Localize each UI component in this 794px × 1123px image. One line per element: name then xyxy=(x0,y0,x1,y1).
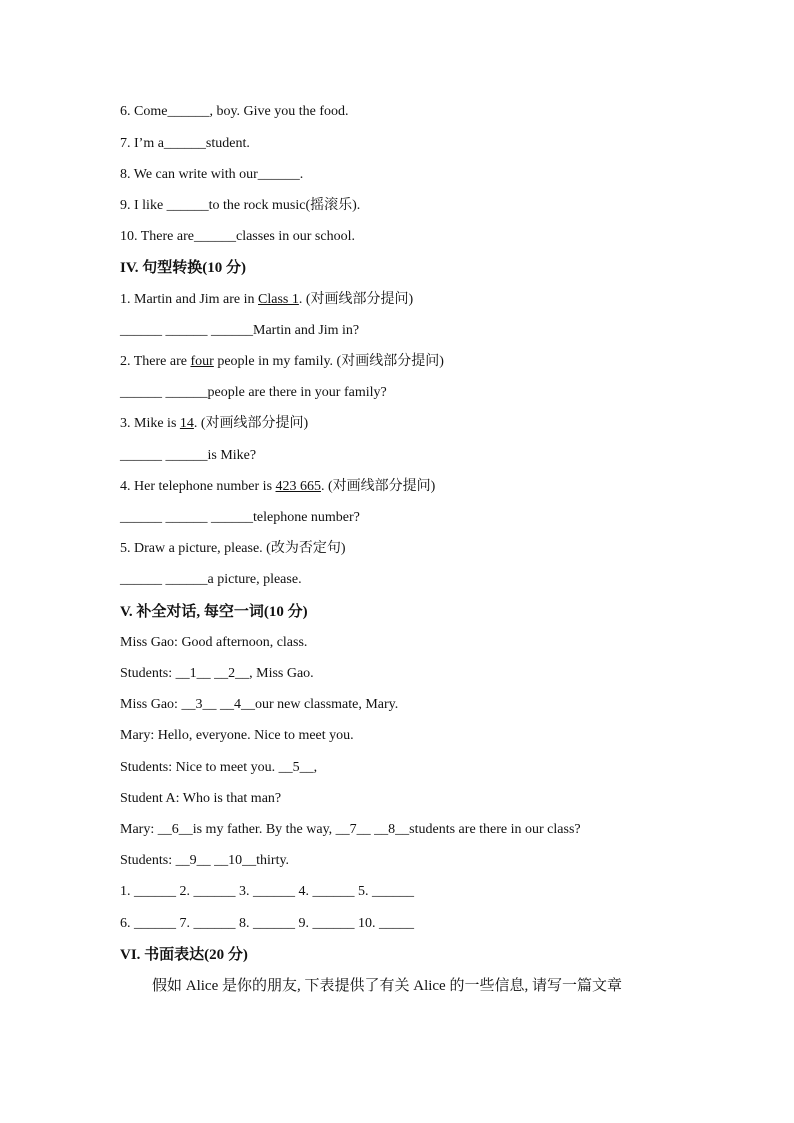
answer-blanks-row-2: 6. ______ 7. ______ 8. ______ 9. ______ 10. _____ xyxy=(120,916,414,931)
transform-answer-2: ______ ______people are there in your family? xyxy=(120,385,387,400)
dialogue-line-2: Students: __1__ __2__, Miss Gao. xyxy=(120,666,314,681)
blank-1: __1__ xyxy=(175,666,211,681)
transform-answer-3: ______ ______is Mike? xyxy=(120,448,257,463)
underlined-part: 423 665 xyxy=(275,479,322,494)
transform-question-3: 3. Mike is 14. (对画线部分提问) xyxy=(120,416,309,431)
dialogue-line-5: Students: Nice to meet you. __5__, xyxy=(120,760,318,775)
fill-in-item-10: 10. There are______classes in our school. xyxy=(120,229,355,244)
fill-in-item-8: 8. We can write with our______. xyxy=(120,167,304,182)
transform-answer-5: ______ ______a picture, please. xyxy=(120,572,302,587)
blank-4: __4__ xyxy=(219,697,255,712)
transform-answer-4: ______ ______ ______telephone number? xyxy=(120,510,360,525)
underlined-part: four xyxy=(190,354,214,369)
section-4-heading: IV. 句型转换(10 分) xyxy=(120,260,246,276)
writing-prompt: 假如 Alice 是你的朋友, 下表提供了有关 Alice 的一些信息, 请写一篇文章 xyxy=(152,978,622,994)
transform-answer-1: ______ ______ ______Martin and Jim in? xyxy=(120,323,360,338)
fill-in-item-9: 9. I like ______to the rock music(摇滚乐). xyxy=(120,198,361,213)
transform-question-5: 5. Draw a picture, please. (改为否定句) xyxy=(120,541,346,556)
dialogue-line-1: Miss Gao: Good afternoon, class. xyxy=(120,635,308,650)
answer-blanks-row-1: 1. ______ 2. ______ 3. ______ 4. ______ 5. ______ xyxy=(120,884,414,899)
fill-in-item-6: 6. Come______, boy. Give you the food. xyxy=(120,104,349,119)
section-5-heading: V. 补全对话, 每空一词(10 分) xyxy=(120,604,308,620)
dialogue-line-8: Students: __9__ __10__thirty. xyxy=(120,853,290,868)
section-6-heading: VI. 书面表达(20 分) xyxy=(120,947,248,963)
dialogue-line-7: Mary: __6__is my father. By the way, __7__ __8__students are there in our class? xyxy=(120,822,581,837)
blank-8: __8__ xyxy=(374,822,410,837)
transform-question-4: 4. Her telephone number is 423 665. (对画线部分提问) xyxy=(120,479,436,494)
transform-question-2: 2. There are four people in my family. (对画线部分提问) xyxy=(120,354,444,369)
transform-question-1: 1. Martin and Jim are in Class 1. (对画线部分提问) xyxy=(120,292,414,307)
blank-5: __5__ xyxy=(278,760,314,775)
dialogue-line-3: Miss Gao: __3__ __4__our new classmate, Mary. xyxy=(120,697,399,712)
blank-6: __6__ xyxy=(157,822,193,837)
blank-9: __9__ xyxy=(175,853,211,868)
fill-in-item-7: 7. I’m a______student. xyxy=(120,136,250,151)
dialogue-line-4: Mary: Hello, everyone. Nice to meet you. xyxy=(120,728,354,743)
blank-7: __7__ xyxy=(335,822,371,837)
underlined-part: Class 1 xyxy=(258,292,299,307)
blank-10: __10__ xyxy=(214,853,257,868)
underlined-part: 14 xyxy=(179,416,194,431)
blank-3: __3__ xyxy=(181,697,217,712)
blank-2: __2__ xyxy=(214,666,250,681)
dialogue-line-6: Student A: Who is that man? xyxy=(120,791,282,806)
